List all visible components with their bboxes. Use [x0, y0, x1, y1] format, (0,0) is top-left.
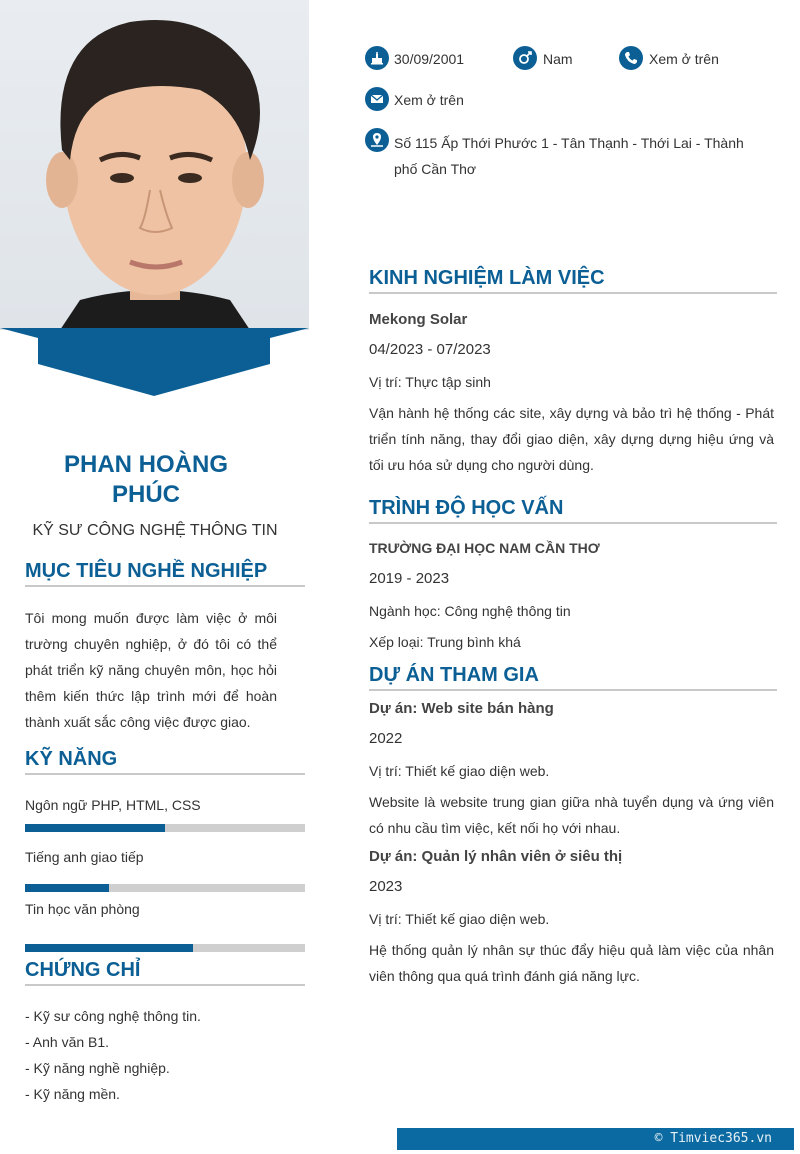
photo-banner [0, 328, 309, 398]
objective-text: Tôi mong muốn được làm việc ở môi trường chuyên nghiệp, ở đó tôi có thể phát triển kỹ năng chuyên môn, học hỏi thêm kiến thức lập trình mới để hoàn thành xuất sắc công việc được giao. [25, 610, 277, 730]
education-school: TRƯỜNG ĐẠI HỌC NAM CẦN THƠ [369, 540, 600, 556]
skill-label: Ngôn ngữ PHP, HTML, CSS [25, 797, 201, 813]
project-name: Dự án: Quản lý nhân viên ở siêu thị [369, 848, 623, 865]
project-description: Hệ thống quản lý nhân sự thúc đẩy hiệu quả làm việc của nhân viên thông qua quá trình đánh giá năng lực. [369, 942, 774, 984]
certificates-list [25, 1003, 305, 1107]
project-position: Vị trí: Thiết kế giao diện web. [369, 763, 550, 779]
education-heading: TRÌNH ĐỘ HỌC VẤN [369, 497, 777, 524]
birthday-cake-icon [365, 46, 389, 70]
experience-period: 04/2023 - 07/2023 [369, 341, 491, 358]
footer-watermark: © Timviec365.vn [397, 1128, 794, 1150]
phone-text: Xem ở trên [649, 51, 719, 67]
objective-heading: MỤC TIÊU NGHỀ NGHIỆP [25, 560, 305, 587]
map-pin-icon [365, 128, 389, 152]
education-major: Ngành học: Công nghệ thông tin [369, 603, 571, 619]
experience-company: Mekong Solar [369, 311, 468, 328]
email-icon [365, 87, 389, 111]
experience-heading: KINH NGHIỆM LÀM VIỆC [369, 267, 777, 294]
skill-bar [25, 944, 305, 952]
project-year: 2023 [369, 878, 403, 895]
portrait-illustration [0, 0, 309, 330]
experience-description: Vận hành hệ thống các site, xây dựng và bảo trì hệ thống - Phát triển tính năng, thay đổi giao diện, xây dựng dựng hiệu ứng và tối ưu hóa sử dụng cho người dùng. [369, 405, 774, 473]
skill-bar-fill [25, 944, 193, 952]
phone-icon [619, 46, 643, 70]
certificate-item: - Kỹ năng mền. [25, 1086, 120, 1102]
projects-heading: DỰ ÁN THAM GIA [369, 664, 777, 691]
email-text: Xem ở trên [394, 92, 464, 108]
address-text: Số 115 Ấp Thới Phước 1 - Tân Thạnh - Thới Lai - Thành phố Cần Thơ [394, 135, 744, 177]
certificate-item: - Kỹ sư công nghệ thông tin. [25, 1008, 201, 1024]
project-position: Vị trí: Thiết kế giao diện web. [369, 911, 550, 927]
project-description: Website là website trung gian giữa nhà tuyển dụng và ứng viên có nhu cầu tìm việc, kết nối họ với nhau. [369, 794, 774, 836]
gender-text: Nam [543, 51, 573, 67]
skill-bar [25, 884, 305, 892]
skill-bar-fill [25, 824, 165, 832]
skill-bar [25, 824, 305, 832]
certificate-item: - Kỹ năng nghề nghiệp. [25, 1060, 170, 1076]
education-period: 2019 - 2023 [369, 570, 450, 587]
gender-icon [513, 46, 537, 70]
project-name: Dự án: Web site bán hàng [369, 700, 554, 717]
skill-label: Tin học văn phòng [25, 901, 140, 917]
education-grade: Xếp loại: Trung bình khá [369, 634, 521, 650]
skill-bar-fill [25, 884, 109, 892]
birthday-text: 30/09/2001 [394, 51, 465, 67]
certificate-item: - Anh văn B1. [25, 1034, 110, 1050]
profile-photo [0, 0, 309, 330]
skills-heading: KỸ NĂNG [25, 748, 305, 775]
candidate-title: KỸ SƯ CÔNG NGHỆ THÔNG TIN [32, 522, 278, 539]
candidate-name: PHAN HOÀNG PHÚC [63, 451, 228, 508]
skill-label: Tiếng anh giao tiếp [25, 849, 144, 865]
experience-position: Vị trí: Thực tập sinh [369, 374, 491, 390]
certificates-heading: CHỨNG CHỈ [25, 959, 305, 986]
project-year: 2022 [369, 730, 403, 747]
